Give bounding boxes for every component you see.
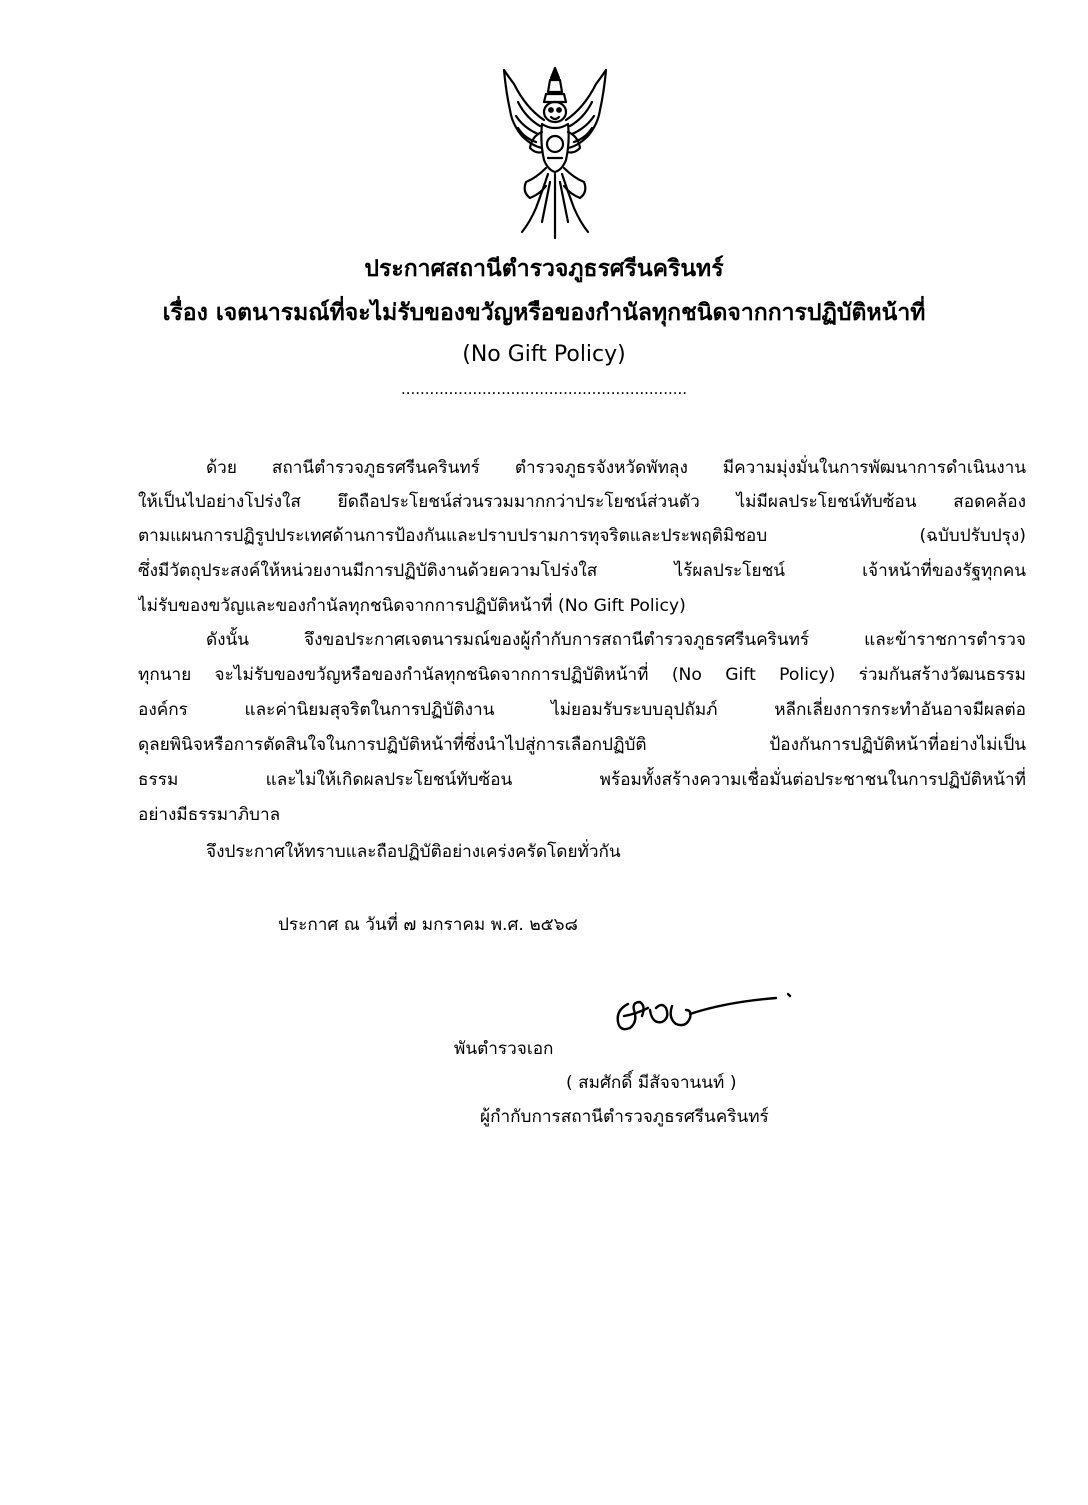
body-line: ตามแผนการปฏิรูปประเทศด้านการป้องกันและปราบปรามการทุจริตและประพฤติมิชอบ (ฉบับปรับปรุง)	[138, 526, 1026, 546]
body-line: องค์กร และค่านิยมสุจริตในการปฏิบัติงาน ไม่ยอมรับระบบอุปถัมภ์ หลีกเลี่ยงการกระทำอันอาจมีผลต่อ	[138, 700, 1026, 720]
body-line: ดุลยพินิจหรือการตัดสินใจในการปฏิบัติหน้าที่ซึ่งนำไปสู่การเลือกปฏิบัติ ป้องกันการปฏิบัติหน้าที่อย่างไม่เป็น	[138, 735, 1026, 755]
announcement-subtitle: (No Gift Policy)	[462, 342, 626, 367]
body-line: จึงประกาศให้ทราบและถือปฏิบัติอย่างเคร่งครัดโดยทั่วกัน	[206, 842, 621, 862]
body-line: ให้เป็นไปอย่างโปร่งใส ยึดถือประโยชน์ส่วนรวมมากกว่าประโยชน์ส่วนตัว ไม่มีผลประโยชน์ทับซ้อน สอดคล้อง	[138, 492, 1026, 512]
body-line: ด้วย สถานีตำรวจภูธรศรีนครินทร์ ตำรวจภูธรจังหวัดพัทลุง มีความมุ่งมั่นในการพัฒนาการดำเนินงาน	[206, 458, 1026, 478]
body-line: ซึ่งมีวัตถุประสงค์ให้หน่วยงานมีการปฏิบัติงานด้วยความโปร่งใส ไร้ผลประโยชน์ เจ้าหน้าที่ของรัฐทุกคน	[138, 561, 1026, 581]
signatory-name: ( สมศักดิ์ มีสัจจานนท์ )	[566, 1073, 737, 1093]
announcement-subject: เรื่อง เจตนารมณ์ที่จะไม่รับของขวัญหรือของกำนัลทุกชนิดจากการปฏิบัติหน้าที่	[162, 300, 926, 326]
garuda-emblem-icon	[496, 62, 614, 240]
announcement-title: ประกาศสถานีตำรวจภูธรศรีนครินทร์	[364, 256, 724, 282]
announcement-date: ประกาศ ณ วันที่ ๗ มกราคม พ.ศ. ๒๕๖๘	[278, 915, 578, 935]
body-line: ดังนั้น จึงขอประกาศเจตนารมณ์ของผู้กำกับการสถานีตำรวจภูธรศรีนครินทร์ และข้าราชการตำรวจ	[206, 630, 1026, 650]
signature-icon	[606, 988, 796, 1036]
body-line: ไม่รับของขวัญและของกำนัลทุกชนิดจากการปฏิบัติหน้าที่ (No Gift Policy)	[138, 596, 686, 616]
signatory-position: ผู้กำกับการสถานีตำรวจภูธรศรีนครินทร์	[480, 1107, 769, 1127]
body-line: อย่างมีธรรมาภิบาล	[138, 805, 281, 825]
title-divider: ............................................................	[400, 380, 688, 398]
body-line: ธรรม และไม่ให้เกิดผลประโยชน์ทับซ้อน พร้อมทั้งสร้างความเชื่อมั่นต่อประชาชนในการปฏิบัติหน้าที่	[138, 770, 1026, 790]
body-line: ทุกนาย จะไม่รับของขวัญหรือของกำนัลทุกชนิดจากการปฏิบัติหน้าที่ (No Gift Policy) ร่วมกันสร้างวัฒนธรรม	[138, 665, 1026, 685]
signatory-rank: พันตำรวจเอก	[454, 1039, 554, 1059]
